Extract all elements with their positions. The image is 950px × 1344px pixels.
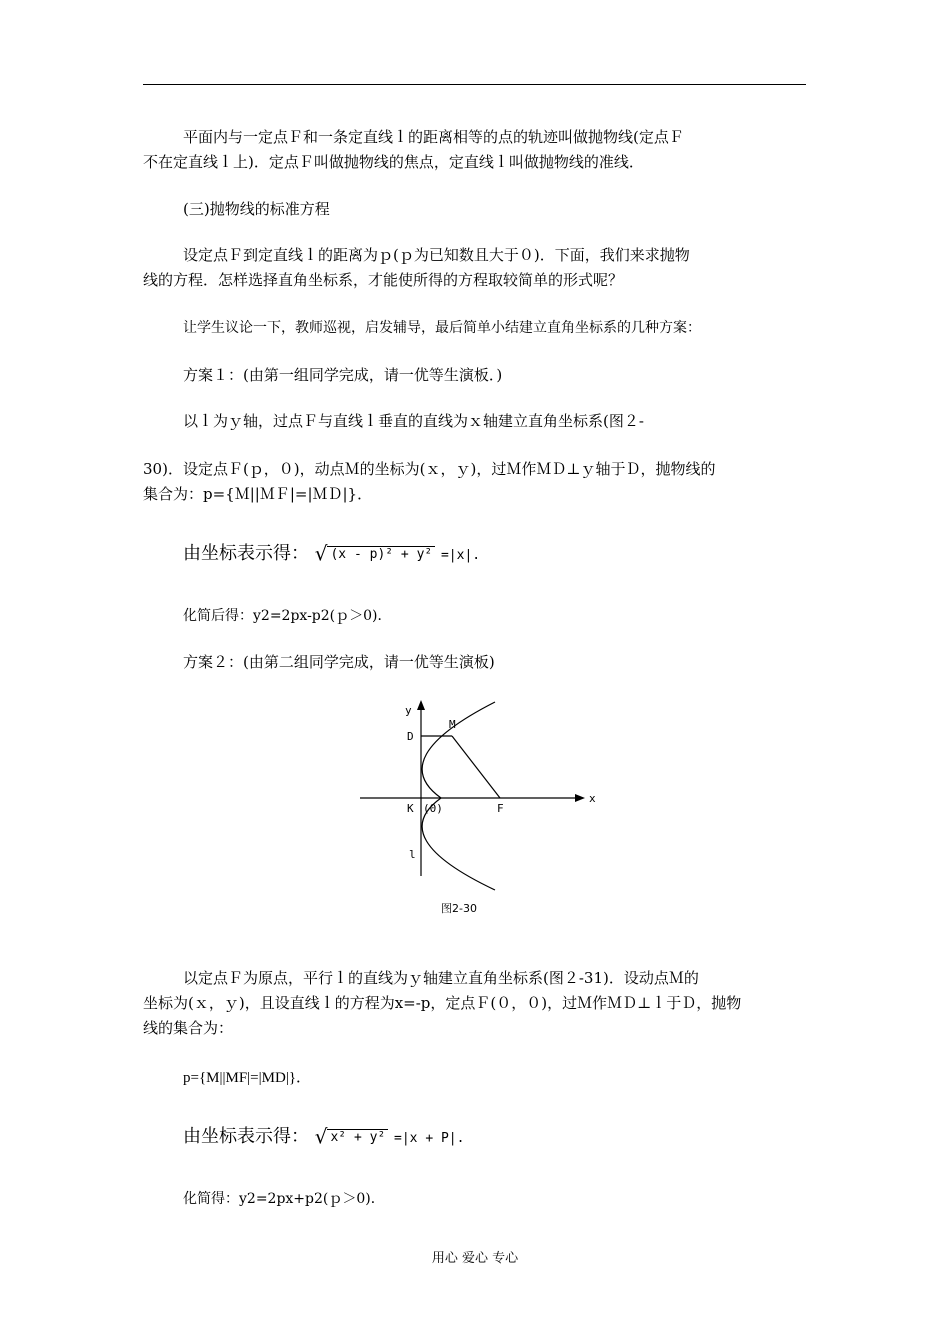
parabola-curve bbox=[422, 702, 495, 890]
set-definition-2: p={M||MF|=|MD|}． bbox=[183, 1070, 312, 1086]
plan2-line-1: 以定点Ｆ为原点，平行ｌ的直线为ｙ轴建立直角坐标系(图２-31)．设动点Ｍ的 bbox=[183, 969, 699, 987]
y-axis-arrow bbox=[417, 700, 425, 710]
intro-line-1: 设定点Ｆ到定直线ｌ的距离为ｐ(ｐ为已知数且大于０)．下面，我们来求抛物 bbox=[183, 246, 690, 264]
sqrt-2 bbox=[315, 1124, 389, 1150]
x-axis-arrow bbox=[575, 794, 585, 802]
label-m: M bbox=[449, 718, 456, 731]
label-x: x bbox=[589, 792, 596, 805]
label-d: D bbox=[407, 730, 414, 743]
definition-line-2: 不在定直线ｌ上)．定点Ｆ叫做抛物线的焦点，定直线ｌ叫做抛物线的准线． bbox=[143, 153, 644, 171]
plan2-line-3: 线的集合为： bbox=[143, 1019, 234, 1037]
label-k: K bbox=[407, 802, 414, 815]
simplify-2: 化简得：y2=2px+p2(ｐ＞0)． bbox=[183, 1191, 385, 1207]
plan1-line-3: 集合为：p={Ｍ||ＭＦ|=|ＭＤ|}． bbox=[143, 485, 373, 503]
equation-2-rhs: =|x + P|. bbox=[394, 1131, 465, 1146]
radical-sign: √ bbox=[314, 541, 328, 566]
equation-2-radicand: x² + y² bbox=[327, 1129, 388, 1145]
plan1-title: 方案１：(由第一组同学完成，请一优等生演板．) bbox=[183, 366, 503, 384]
equation-1-prefix: 由坐标表示得： bbox=[183, 543, 309, 564]
definition-line-1: 平面内与一定点Ｆ和一条定直线ｌ的距离相等的点的轨迹叫做抛物线(定点Ｆ bbox=[183, 128, 684, 146]
figure-caption: 图2-30 bbox=[441, 902, 477, 915]
section-title: (三)抛物线的标准方程 bbox=[183, 200, 330, 218]
segment-mf bbox=[452, 736, 500, 798]
plan2-line-2: 坐标为(ｘ，ｙ)，且设直线ｌ的方程为x=-p，定点Ｆ(０，０)，过Ｍ作ＭＤ⊥ｌ于Ｄ，抛物 bbox=[143, 994, 742, 1012]
sqrt-1 bbox=[315, 541, 436, 567]
label-y: y bbox=[405, 704, 412, 717]
plan1-line-2: 30)．设定点Ｆ(ｐ，０)，动点Ｍ的坐标为(ｘ，ｙ)，过Ｍ作ＭＤ⊥ｙ轴于Ｄ，抛物线的 bbox=[143, 460, 716, 478]
plan2-title: 方案２：(由第二组同学完成，请一优等生演板) bbox=[183, 653, 495, 671]
radical-sign: √ bbox=[314, 1124, 328, 1149]
label-origin: (0) bbox=[423, 802, 443, 815]
discussion-text: 让学生议论一下，教师巡视，启发辅导，最后简单小结建立直角坐标系的几种方案： bbox=[183, 320, 701, 336]
label-f: F bbox=[497, 802, 504, 815]
parabola-figure bbox=[355, 698, 605, 918]
equation-1 bbox=[183, 541, 480, 568]
plan1-line-1: 以ｌ为ｙ轴，过点Ｆ与直线ｌ垂直的直线为ｘ轴建立直角坐标系(图２- bbox=[183, 412, 644, 430]
page-footer: 用心 爱心 专心 bbox=[431, 1251, 519, 1266]
equation-1-radicand: (x - p)² + y² bbox=[327, 546, 435, 562]
equation-2 bbox=[183, 1124, 464, 1151]
equation-2-prefix: 由坐标表示得： bbox=[183, 1126, 309, 1147]
intro-line-2: 线的方程．怎样选择直角坐标系，才能使所得的方程取较简单的形式呢？ bbox=[143, 271, 624, 289]
equation-1-rhs: =|x|. bbox=[440, 548, 481, 563]
label-l: l bbox=[409, 848, 416, 861]
simplify-1: 化简后得：y2=2px-p2(ｐ＞0)． bbox=[183, 608, 392, 624]
header-rule bbox=[143, 84, 806, 85]
